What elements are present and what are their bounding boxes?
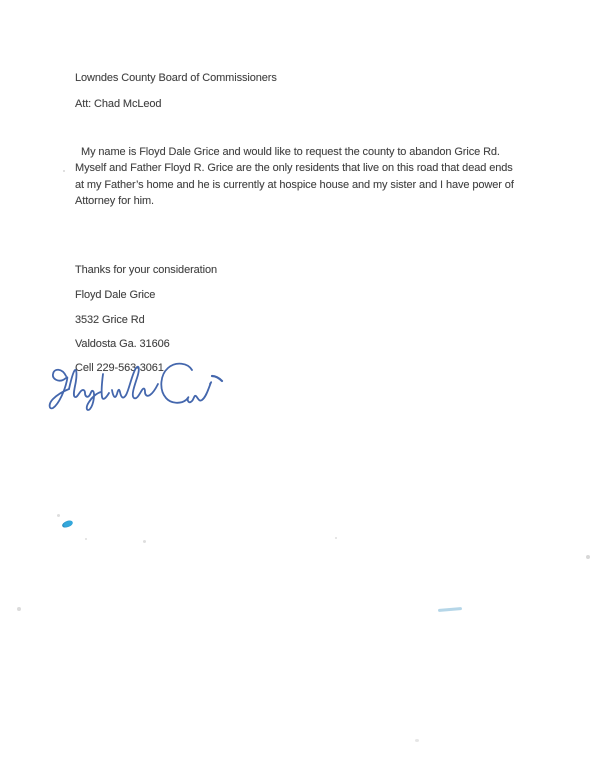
handwritten-signature	[46, 360, 230, 418]
scanner-speck	[335, 537, 337, 539]
address-line-1: 3532 Grice Rd	[75, 314, 145, 326]
scanner-speck	[85, 538, 87, 540]
address-line-2: Valdosta Ga. 31606	[75, 338, 170, 350]
scanner-speck	[63, 170, 65, 172]
body-line: Attorney for him.	[75, 195, 154, 208]
signature-stroke	[69, 370, 101, 410]
body-line: at my Father’s home and he is currently at hospice house and my sister and I have power of	[75, 178, 514, 191]
scanner-speck	[143, 540, 146, 543]
scanner-speck	[586, 555, 590, 559]
scanner-speck	[415, 739, 419, 742]
signature-stroke	[212, 376, 222, 381]
signature-stroke	[102, 374, 109, 399]
scanner-speck	[57, 514, 60, 517]
attention-line: Att: Chad McLeod	[75, 98, 162, 110]
signature-stroke	[112, 367, 158, 399]
recipient-line: Lowndes County Board of Commissioners	[75, 72, 277, 84]
scanner-speck	[17, 607, 21, 611]
signature-stroke	[161, 364, 211, 403]
body-line: My name is Floyd Dale Grice and would like to request the county to abandon Grice Rd.	[81, 146, 500, 158]
closing-line: Thanks for your consideration	[75, 264, 218, 276]
ink-dot	[61, 519, 73, 528]
body-line: Myself and Father Floyd R. Grice are the only residents that live on this road that dead ends	[75, 162, 513, 175]
phone-line: Cell 229-563-3061	[75, 362, 164, 374]
ink-smudge	[438, 607, 462, 612]
signature-stroke	[50, 370, 69, 409]
signer-name-line: Floyd Dale Grice	[75, 289, 156, 301]
body-paragraph	[75, 146, 514, 212]
